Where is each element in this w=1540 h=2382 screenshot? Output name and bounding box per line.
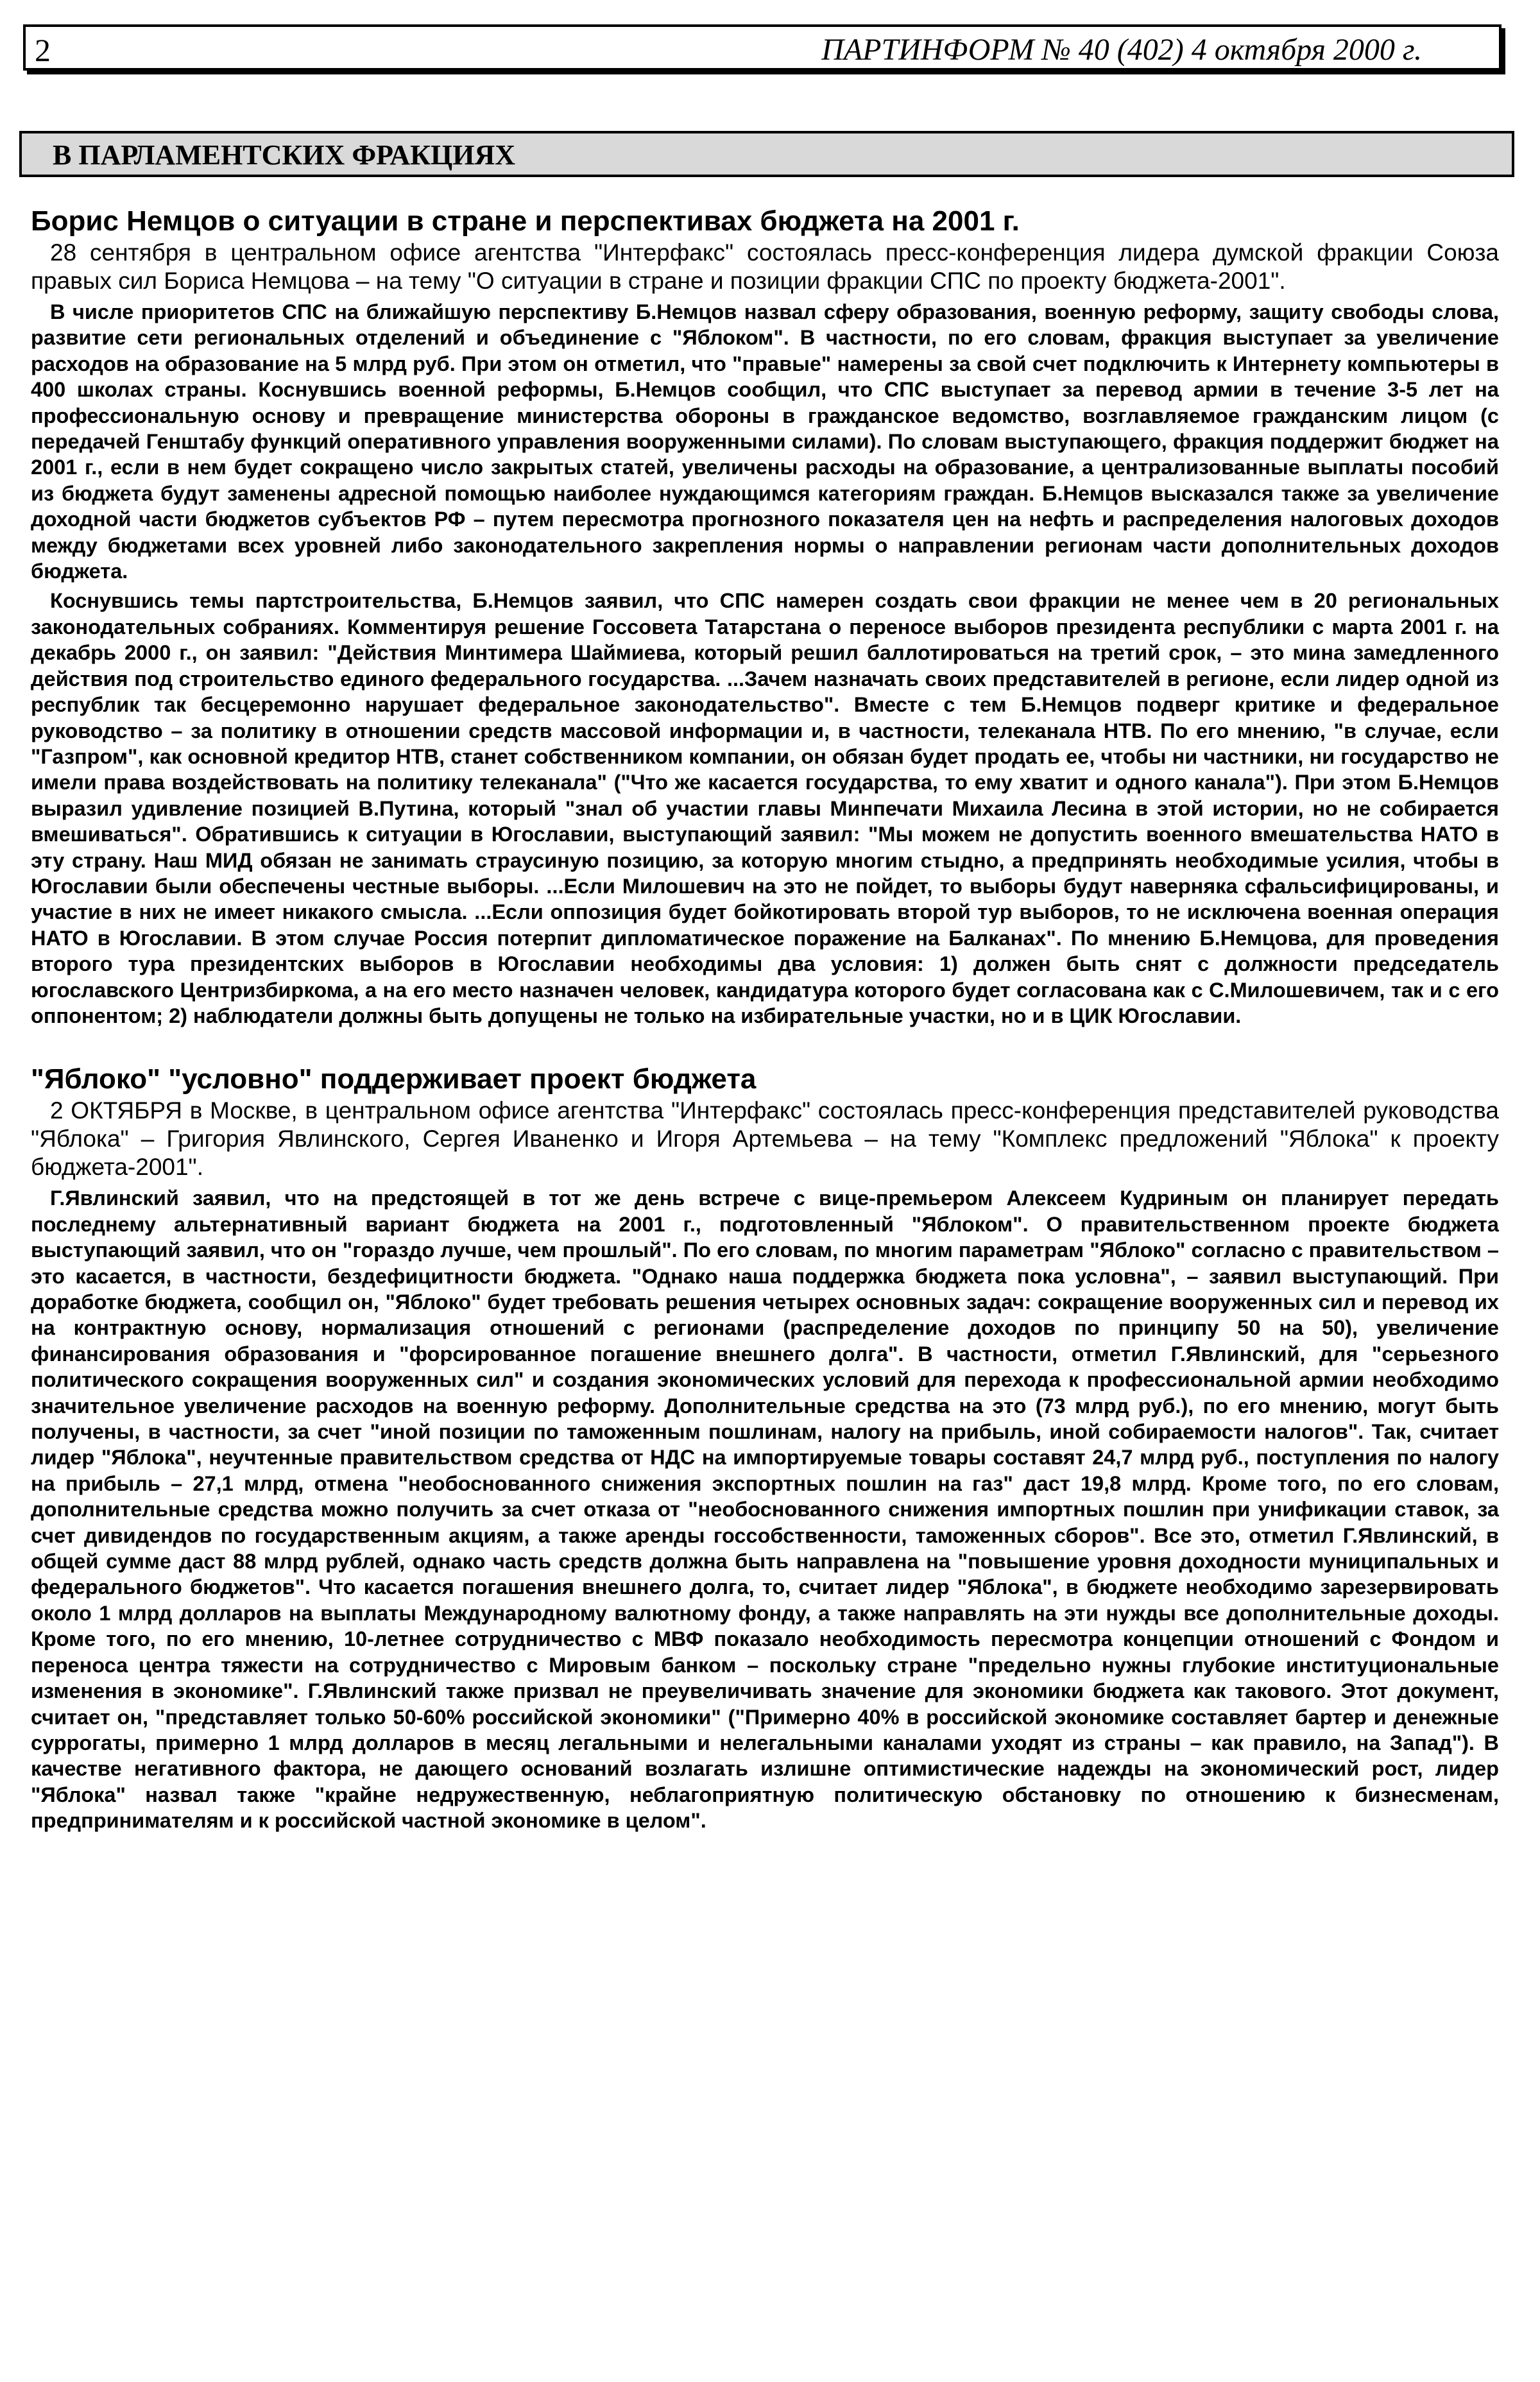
- article-paragraph: Коснувшись темы партстроительства, Б.Немцов заявил, что СПС намерен создать свои фракции не менее чем в 20 региональных законодательных собраниях. Комментируя решение Госсовета Татарстана о переносе выборов президента республики с марта 2001 г. на декабрь 2000 г., он заявил: "Действия Минтимера Шаймиева, который решил баллотироваться на третий срок, – это мина замедленного действия под строительство единого федерального государства. ...Зачем назначать своих представителей в регионе, если лидер одной из республик так бесцеремонно нарушает федеральное законодательство". Вместе с тем Б.Немцов подверг критике и федеральное руководство – за политику в отношении средств массовой информации и, в частности, телеканала НТВ. По его мнению, "в случае, если "Газпром", как основной кредитор НТВ, станет собственником компании, он обязан будет продать ее, чтобы ни частники, ни государство не имели права воздействовать на политику телеканала" ("Что же касается государства, то ему хватит и одного канала"). При этом Б.Немцов выразил удивление позицией В.Путина, который "знал об участии главы Минпечати Михаила Лесина в этой истории, но не собирается вмешиваться". Обратившись к ситуации в Югославии, выступающий заявил: "Мы можем не допустить военного вмешательства НАТО в эту страну. Наш МИД обязан не занимать страусиную позицию, за которую многим стыдно, а предпринять необходимые усилия, чтобы в Югославии были обеспечены честные выборы. ...Если Милошевич на это не пойдет, то выборы будут наверняка сфальсифицированы, и участие в них не имеет никакого смысла. ...Если оппозиция будет бойкотировать второй тур выборов, то не исключена военная операция НАТО в Югославии. В этом случае Россия потерпит дипломатическое поражение на Балканах". По мнению Б.Немцова, для проведения второго тура президентских выборов в Югославии необходимы два условия: 1) должен быть снят с должности председатель югославского Центризбиркома, а на его место назначен человек, кандидатура которого будет согласована как с С.Милошевичем, так и с его оппонентом; 2) наблюдатели должны быть допущены не только на избирательные участки, но и в ЦИК Югославии.: [31, 589, 1499, 1027]
- article-paragraph: Г.Явлинский заявил, что на предстоящей в тот же день встрече с вице-премьером Алексеем Кудриным он планирует передать последнему альтернативный вариант бюджета на 2001 г., подготовленный "Яблоком". О правительственном проекте бюджета выступающий заявил, что он "гораздо лучше, чем прошлый". По его словам, по многим параметрам "Яблоко" согласно с правительством – это касается, в частности, бездефицитности бюджета. "Однако наша поддержка бюджета пока условна", – заявил выступающий. При доработке бюджета, сообщил он, "Яблоко" будет требовать решения четырех основных задач: сокращение вооруженных сил и перевод их на контрактную основу, нормализация отношений с регионами (распределение доходов по принципу 50 на 50), увеличение финансирования образования и "форсированное погашение внешнего долга". В частности, отметил Г.Явлинский, для "серьезного политического сокращения вооруженных сил" и создания экономических условий для перехода к профессиональной армии необходимо значительное увеличение расходов на военную реформу. Дополнительные средства на это (73 млрд руб.), по его мнению, могут быть получены, в частности, за счет "иной позиции по таможенным пошлинам, налогу на прибыль, иной собираемости налогов". Так, считает лидер "Яблока", неучтенные правительством средства от НДС на импортируемые товары составят 24,7 млрд руб., поступления по налогу на прибыль – 27,1 млрд, отмена "необоснованного снижения экспортных пошлин на газ" даст 19,8 млрд. Кроме того, по его словам, дополнительные средства можно получить за счет отказа от "необоснованного снижения импортных пошлин при унификации ставок, за счет дивидендов по государственным акциям, а также аренды госсобственности, таможенных сборов". Все это, отметил Г.Явлинский, в общей сумме даст 88 млрд рублей, однако часть средств должна быть направлена на "повышение уровня доходности муниципальных и федерального бюджетов". Что касается погашения внешнего долга, то, считает лидер "Яблока", в бюджете необходимо зарезервировать около 1 млрд долларов на выплаты Международному валютному фонду, а также направлять на эти нужды все дополнительные доходы. Кроме того, по его мнению, 10-летнее сотрудничество с МВФ показало необходимость пересмотра концепции отношений с Фондом и переноса центра тяжести на сотрудничество с Мировым банком – поскольку стране "предельно нужны глубокие институциональные изменения в экономике". Г.Явлинский также призвал не преувеличивать значение для экономики бюджета как такового. Этот документ, считает он, "представляет только 50-60% российской экономики" ("Примерно 40% в российской экономике составляет бартер и денежные суррогаты, примерно 1 млрд долларов в месяц легальными и нелегальными каналами уходят из страны – как правило, на Запад"). В качестве негативного фактора, не дающего оснований возлагать излишне оптимистические надежды на экономический рост, лидер "Яблока" назвал также "крайне недружественную, неблагоприятную политическую обстановку по отношению к бизнесменам, предпринимателям и к российской частной экономике в целом".: [31, 1187, 1499, 1833]
- section-banner: [19, 131, 1514, 177]
- article-paragraph: В числе приоритетов СПС на ближайшую перспективу Б.Немцов назвал сферу образования, военную реформу, защиту свободы слова, развитие сети региональных отделений и объединение с "Яблоком". В частности, по его словам, фракция выступает за увеличение расходов на образование на 5 млрд руб. При этом он отметил, что "правые" намерены за свой счет подключить к Интернету компьютеры в 400 школах страны. Коснувшись военной реформы, Б.Немцов сообщил, что СПС выступает за перевод армии в течение 3-5 лет на профессиональную основу и превращение министерства обороны в гражданское ведомство, возглавляемое гражданским лицом (с передачей Генштабу функций оперативного управления вооруженными силами). По словам выступающего, фракция поддержит бюджет на 2001 г., если в нем будет сокращено число закрытых статей, увеличены расходы на образование, а централизованные выплаты пособий из бюджета будут заменены адресной помощью наиболее нуждающимся категориям граждан. Б.Немцов высказался также за увеличение доходной части бюджетов субъектов РФ – путем пересмотра прогнозного показателя цен на нефть и распределения налоговых доходов между бюджетами всех уровней либо законодательного закрепления нормы о направлении регионам части дополнительных доходов бюджета.: [31, 300, 1499, 583]
- article-lead: 28 сентября в центральном офисе агентства "Интерфакс" состоялась пресс-конференция лидера думской фракции Союза правых сил Бориса Немцова – на тему "О ситуации в стране и позиции фракции СПС по проекту бюджета-2001".: [31, 239, 1499, 294]
- article-lead: 2 ОКТЯБРЯ в Москве, в центральном офисе агентства "Интерфакс" состоялась пресс-конференция представителей руководства "Яблока" – Григория Явлинского, Сергея Иваненко и Игоря Артемьева – на тему "Комплекс предложений "Яблока" к проекту бюджета-2001".: [31, 1097, 1499, 1181]
- issue-line: ПАРТИНФОРМ № 40 (402) 4 октября 2000 г.: [821, 33, 1422, 67]
- article-nemtsov: [31, 204, 1499, 1029]
- article-yabloko: [31, 1062, 1499, 1833]
- section-title: В ПАРЛАМЕНТСКИХ ФРАКЦИЯХ: [53, 139, 516, 171]
- article-title: "Яблоко" "условно" поддерживает проект бюджета: [31, 1063, 757, 1095]
- page-number: 2: [35, 32, 51, 68]
- page-header: [23, 24, 1502, 71]
- article-title: Борис Немцов о ситуации в стране и перспективах бюджета на 2001 г.: [31, 205, 1020, 237]
- page-content: [31, 204, 1499, 1834]
